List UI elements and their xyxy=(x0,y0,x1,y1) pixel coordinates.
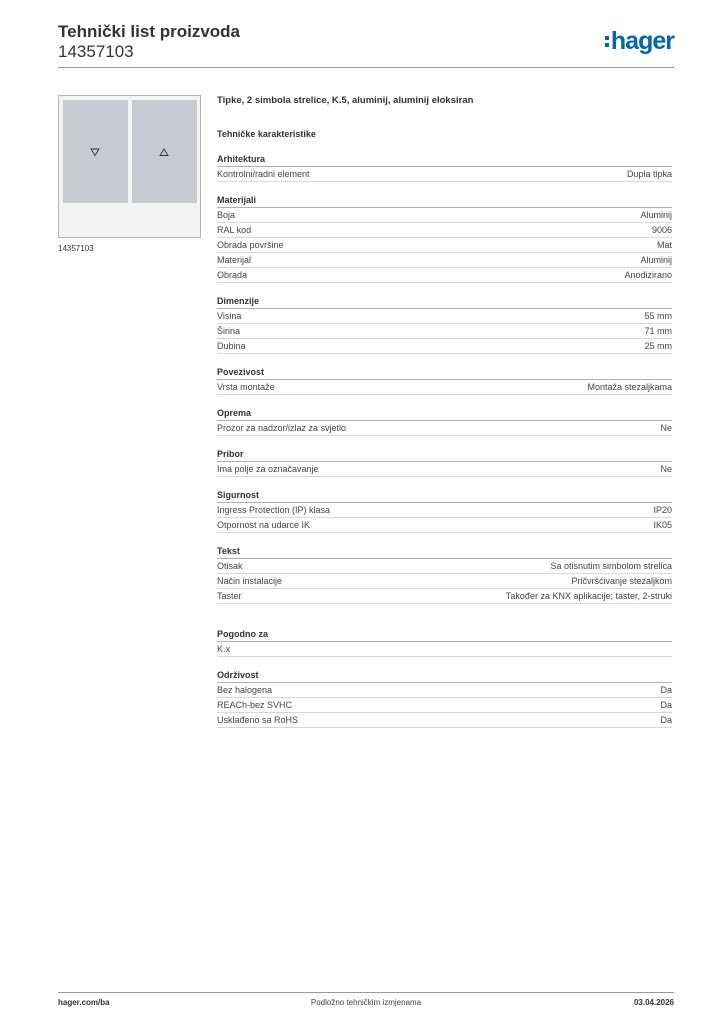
spec-row xyxy=(217,167,672,182)
spec-row xyxy=(217,642,672,657)
section-title: Pogodno za xyxy=(217,628,672,642)
spec-sections xyxy=(217,153,672,728)
spec-value: Sa otisnutim simbolom strelica xyxy=(550,561,672,571)
spec-label: Ima polje za označavanje xyxy=(217,464,319,474)
spec-value: Mat xyxy=(656,240,672,250)
spec-section xyxy=(217,545,672,604)
spec-section xyxy=(217,628,672,657)
spec-row xyxy=(217,683,672,698)
spec-row xyxy=(217,574,672,589)
page-footer xyxy=(58,998,674,1010)
section-title: Pribor xyxy=(217,448,672,462)
spec-section xyxy=(217,669,672,728)
spec-row xyxy=(217,503,672,518)
spec-label: K.x xyxy=(217,644,231,654)
spec-section xyxy=(217,295,672,354)
spec-value: Anodizirano xyxy=(624,270,672,280)
hager-logo xyxy=(605,28,674,54)
product-description: Tipke, 2 simbola strelice, K.5, aluminij, aluminij eloksiran xyxy=(217,95,474,106)
spec-row xyxy=(217,380,672,395)
spec-value: Aluminij xyxy=(640,255,672,265)
product-code: 14357103 xyxy=(58,42,134,61)
footer-divider xyxy=(58,992,674,993)
spec-label: Otisak xyxy=(217,561,243,571)
spec-section xyxy=(217,194,672,283)
spec-value: 9006 xyxy=(651,225,672,235)
footer-notice: Podložno tehničkim izmjenama xyxy=(310,998,422,1007)
spec-value: Pričvršćivanje stezaljkom xyxy=(571,576,672,586)
spec-label: Obrada xyxy=(217,270,248,280)
logo-dots-icon xyxy=(605,36,609,47)
spec-row xyxy=(217,518,672,533)
header-divider xyxy=(58,67,674,68)
spec-row xyxy=(217,324,672,339)
spec-value: Montaža stezaljkama xyxy=(587,382,672,392)
spec-value: 71 mm xyxy=(644,326,672,336)
left-rocker xyxy=(63,100,128,203)
arrow-up-outline-icon xyxy=(159,147,169,157)
spec-row xyxy=(217,253,672,268)
section-title: Dimenzije xyxy=(217,295,672,309)
section-title: Arhitektura xyxy=(217,153,672,167)
spec-row xyxy=(217,462,672,477)
tech-characteristics-title: Tehničke karakteristike xyxy=(217,129,316,139)
spec-label: Ingress Protection (IP) klasa xyxy=(217,505,331,515)
spec-value: Ne xyxy=(660,464,672,474)
spec-label: Materijal xyxy=(217,255,252,265)
spec-value: IP20 xyxy=(653,505,672,515)
spec-row xyxy=(217,559,672,574)
spec-row xyxy=(217,339,672,354)
spec-label: Visina xyxy=(217,311,242,321)
spec-value: 25 mm xyxy=(644,341,672,351)
spec-label: Dubina xyxy=(217,341,246,351)
spec-value: 55 mm xyxy=(644,311,672,321)
spec-label: Prozor za nadzor/izlaz za svjetlo xyxy=(217,423,347,433)
footer-date: 03.04.2026 xyxy=(633,998,674,1007)
spec-row xyxy=(217,589,672,604)
footer-website: hager.com/ba xyxy=(58,998,110,1007)
spec-value: Ne xyxy=(660,423,672,433)
product-image xyxy=(58,95,201,238)
section-title: Povezivost xyxy=(217,366,672,380)
image-caption: 14357103 xyxy=(58,244,94,253)
spec-row xyxy=(217,268,672,283)
section-title: Tekst xyxy=(217,545,672,559)
spec-row xyxy=(217,223,672,238)
right-rocker xyxy=(132,100,197,203)
spec-value: Aluminij xyxy=(640,210,672,220)
document-title: Tehnički list proizvoda xyxy=(58,22,240,41)
spec-value: Dupla tipka xyxy=(626,169,672,179)
spec-section xyxy=(217,366,672,395)
spec-label: Kontrolni/radni element xyxy=(217,169,310,179)
spec-row xyxy=(217,698,672,713)
spec-label: RAL kod xyxy=(217,225,252,235)
spec-section xyxy=(217,407,672,436)
spec-label: Širina xyxy=(217,326,241,336)
spec-row xyxy=(217,238,672,253)
section-title: Materijali xyxy=(217,194,672,208)
spec-value: Da xyxy=(660,715,672,725)
spec-row xyxy=(217,309,672,324)
spec-value: Da xyxy=(660,685,672,695)
spec-label: Otpornost na udarce IK xyxy=(217,520,311,530)
spec-row xyxy=(217,713,672,728)
arrow-down-outline-icon xyxy=(90,147,100,157)
spec-value: Također za KNX aplikacije; taster, 2-struki xyxy=(505,591,672,601)
spec-section xyxy=(217,153,672,182)
spec-row xyxy=(217,421,672,436)
section-title: Oprema xyxy=(217,407,672,421)
spec-value: IK05 xyxy=(653,520,672,530)
spec-label: Taster xyxy=(217,591,242,601)
spec-sheet xyxy=(217,94,672,728)
section-title: Održivost xyxy=(217,669,672,683)
logo-text: hager xyxy=(610,27,674,55)
spec-value: Da xyxy=(660,700,672,710)
spec-label: Način instalacije xyxy=(217,576,283,586)
spec-label: Vrsta montaže xyxy=(217,382,275,392)
spec-row xyxy=(217,208,672,223)
spec-label: Boja xyxy=(217,210,236,220)
spec-section xyxy=(217,489,672,533)
spec-label: Obrada površine xyxy=(217,240,284,250)
spec-section xyxy=(217,448,672,477)
spec-label: Usklađeno sa RoHS xyxy=(217,715,299,725)
spec-label: REACh-bez SVHC xyxy=(217,700,293,710)
page-header xyxy=(58,22,674,68)
spec-label: Bez halogena xyxy=(217,685,273,695)
section-title: Sigurnost xyxy=(217,489,672,503)
